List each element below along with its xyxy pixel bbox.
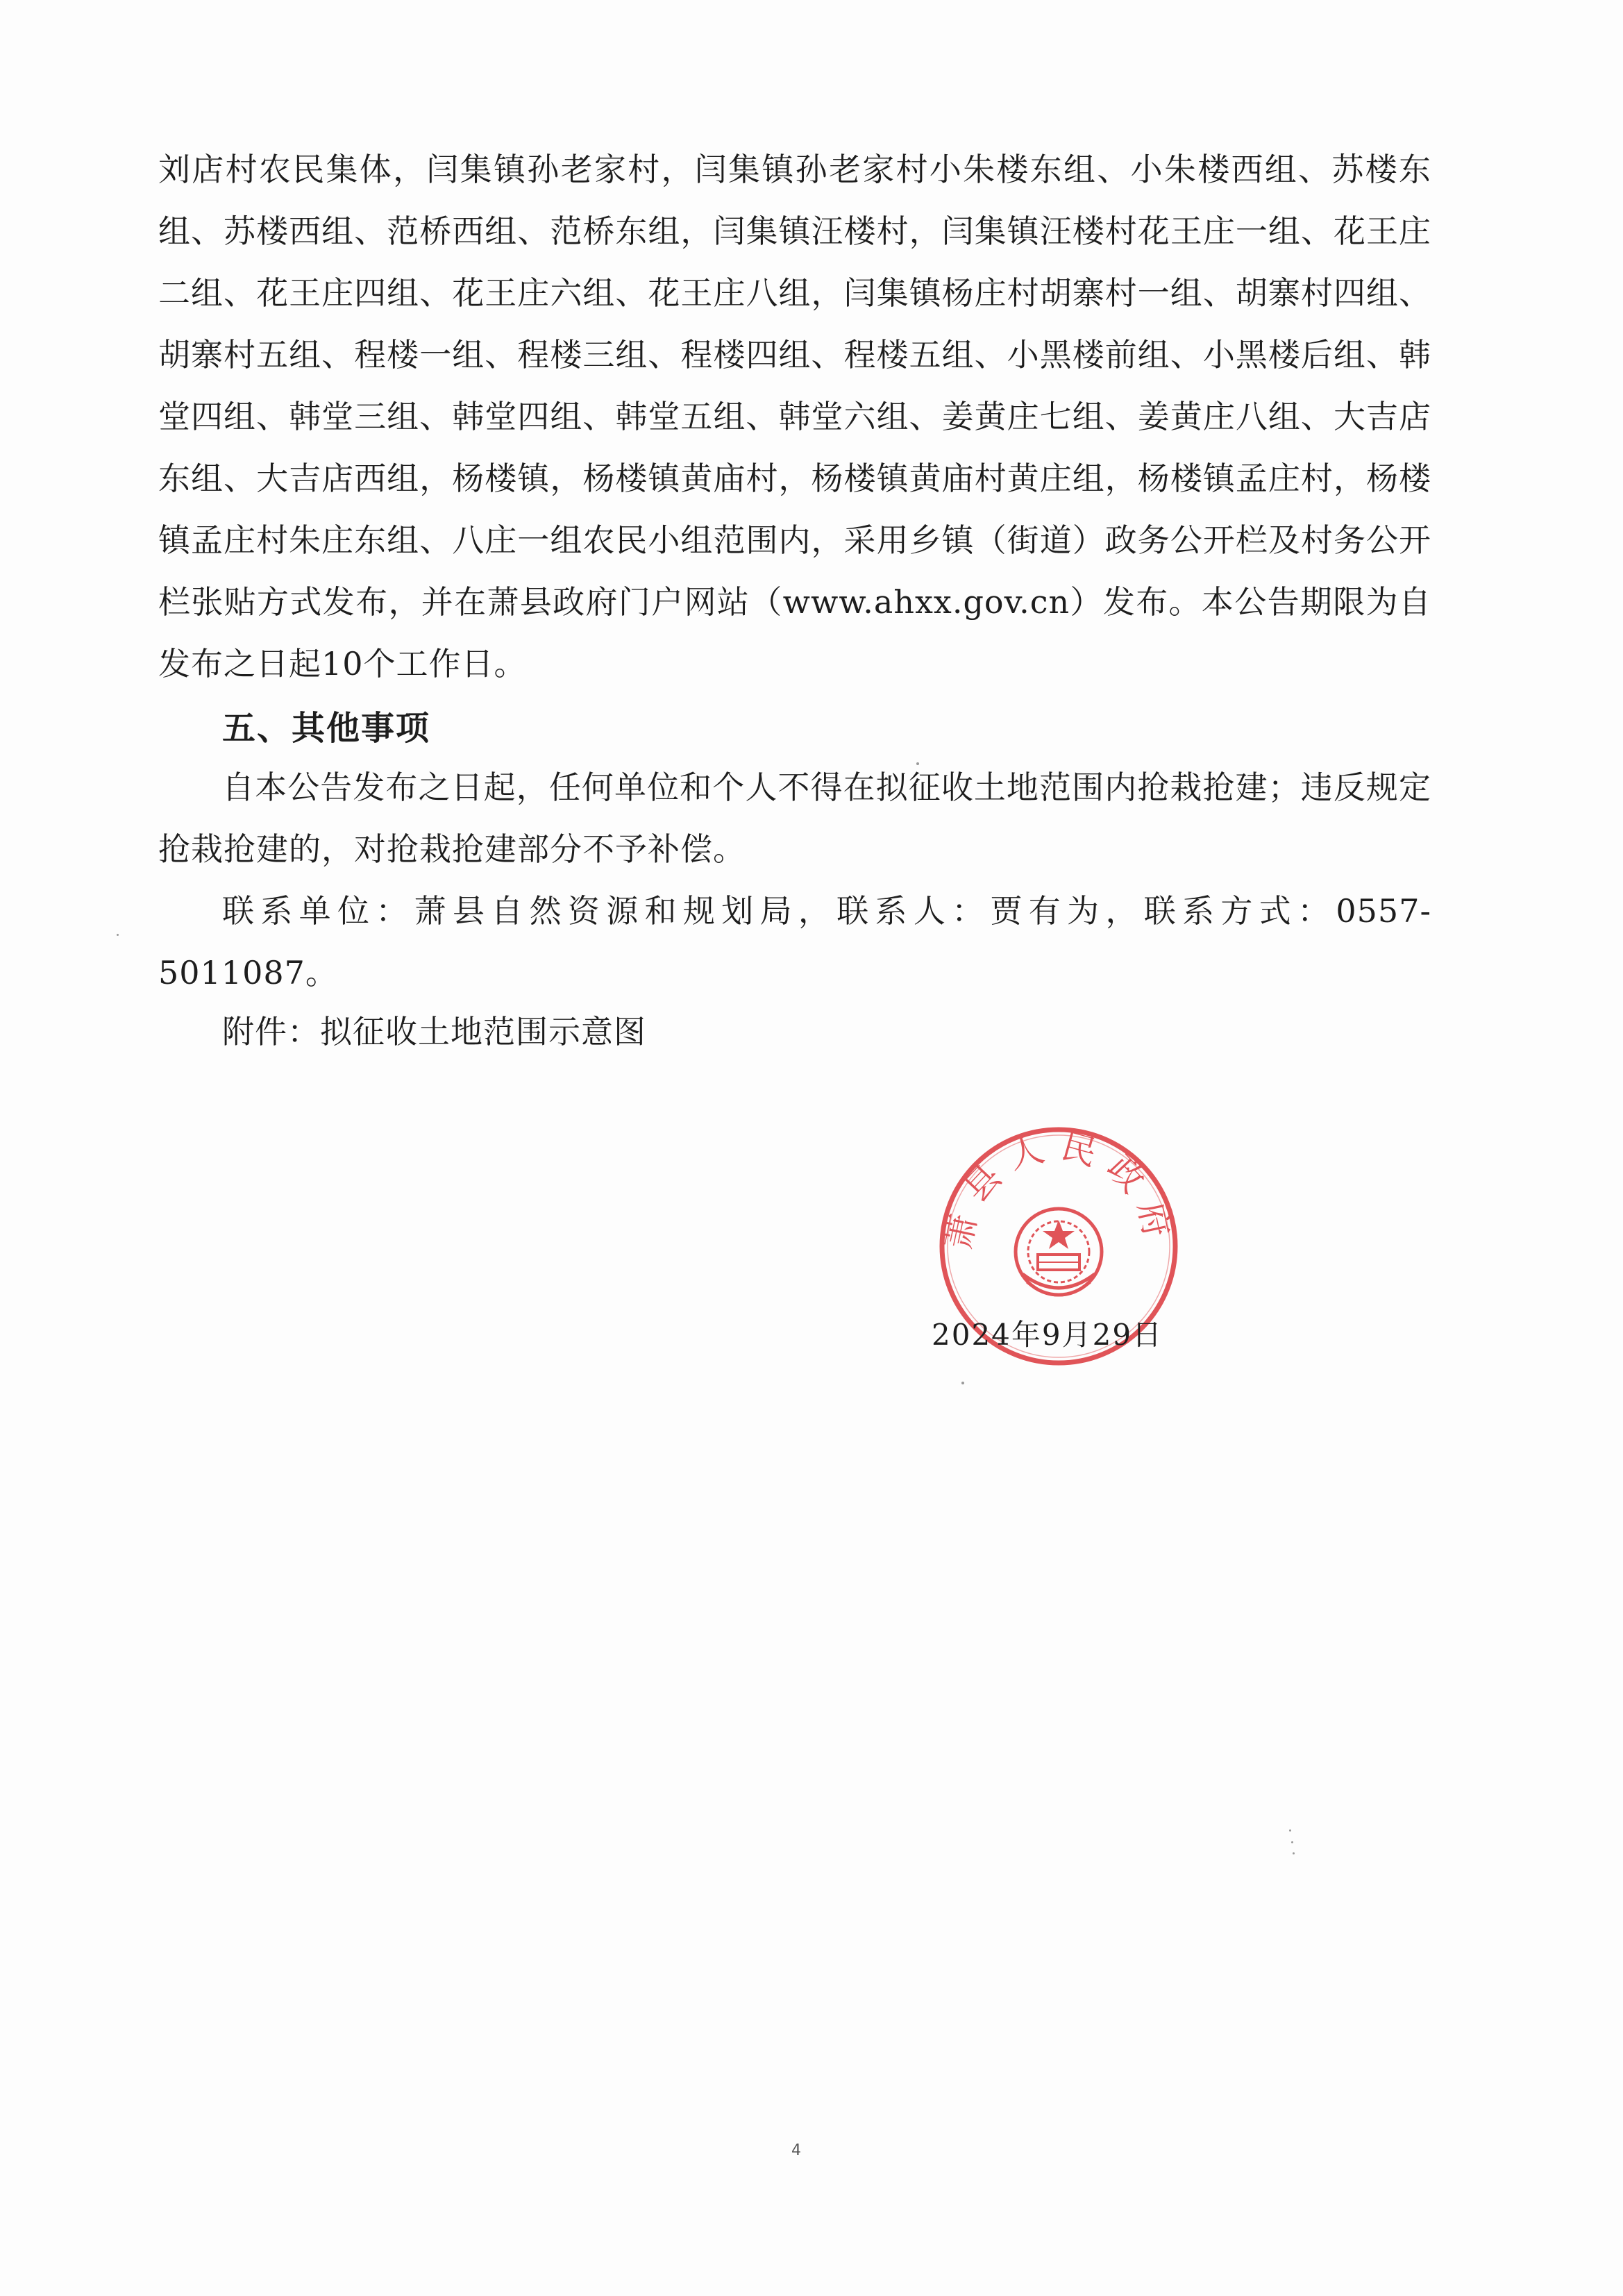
scan-speck bbox=[1291, 1841, 1293, 1843]
date-line: 2024年9月29日 bbox=[932, 1318, 1163, 1352]
scan-speck bbox=[1289, 1829, 1291, 1832]
scan-speck bbox=[916, 762, 919, 765]
scan-speck bbox=[961, 1382, 964, 1384]
paragraph-continuation: 刘店村农民集体，闫集镇孙老家村，闫集镇孙老家村小朱楼东组、小朱楼西组、苏楼东组、苏楼西组、范桥西组、范桥东组，闫集镇汪楼村，闫集镇汪楼村花王庄一组、花王庄二组、花王庄四组、花王庄六组、花王庄八组，闫集镇杨庄村胡寨村一组、胡寨村四组、胡寨村五组、程楼一组、程楼三组、程楼四组、程楼五组、小黑楼前组、小黑楼后组、韩堂四组、韩堂三组、韩堂四组、韩堂五组、韩堂六组、姜黄庄七组、姜黄庄八组、大吉店东组、大吉店西组，杨楼镇，杨楼镇黄庙村，杨楼镇黄庙村黄庄组，杨楼镇孟庄村，杨楼镇孟庄村朱庄东组、八庄一组农民小组范围内，采用乡镇（街道）政务公开栏及村务公开栏张贴方式发布，并在萧县政府门户网站（www.ahxx.gov.cn）发布。本公告期限为自发布之日起10个工作日。 bbox=[158, 151, 1431, 682]
section-heading: 五、其他事项 bbox=[222, 709, 431, 748]
section-body bbox=[158, 757, 1431, 1004]
section-body-text: 自本公告发布之日起，任何单位和个人不得在拟征收土地范围内抢栽抢建；违反规定抢栽抢建的，对抢栽抢建部分不予补偿。 bbox=[158, 769, 1431, 868]
page-number: 4 bbox=[791, 2142, 801, 2159]
scan-speck bbox=[117, 934, 119, 936]
contact-line: 联系单位：萧县自然资源和规划局，联系人：贾有为，联系方式：0557-5011087。 bbox=[158, 892, 1431, 991]
body-paragraph bbox=[158, 139, 1431, 695]
scan-speck bbox=[1293, 1852, 1295, 1854]
attachment-line: 附件：拟征收土地范围示意图 bbox=[222, 1013, 646, 1050]
svg-text:萧县人民政府: 萧县人民政府 bbox=[937, 1125, 1180, 1253]
